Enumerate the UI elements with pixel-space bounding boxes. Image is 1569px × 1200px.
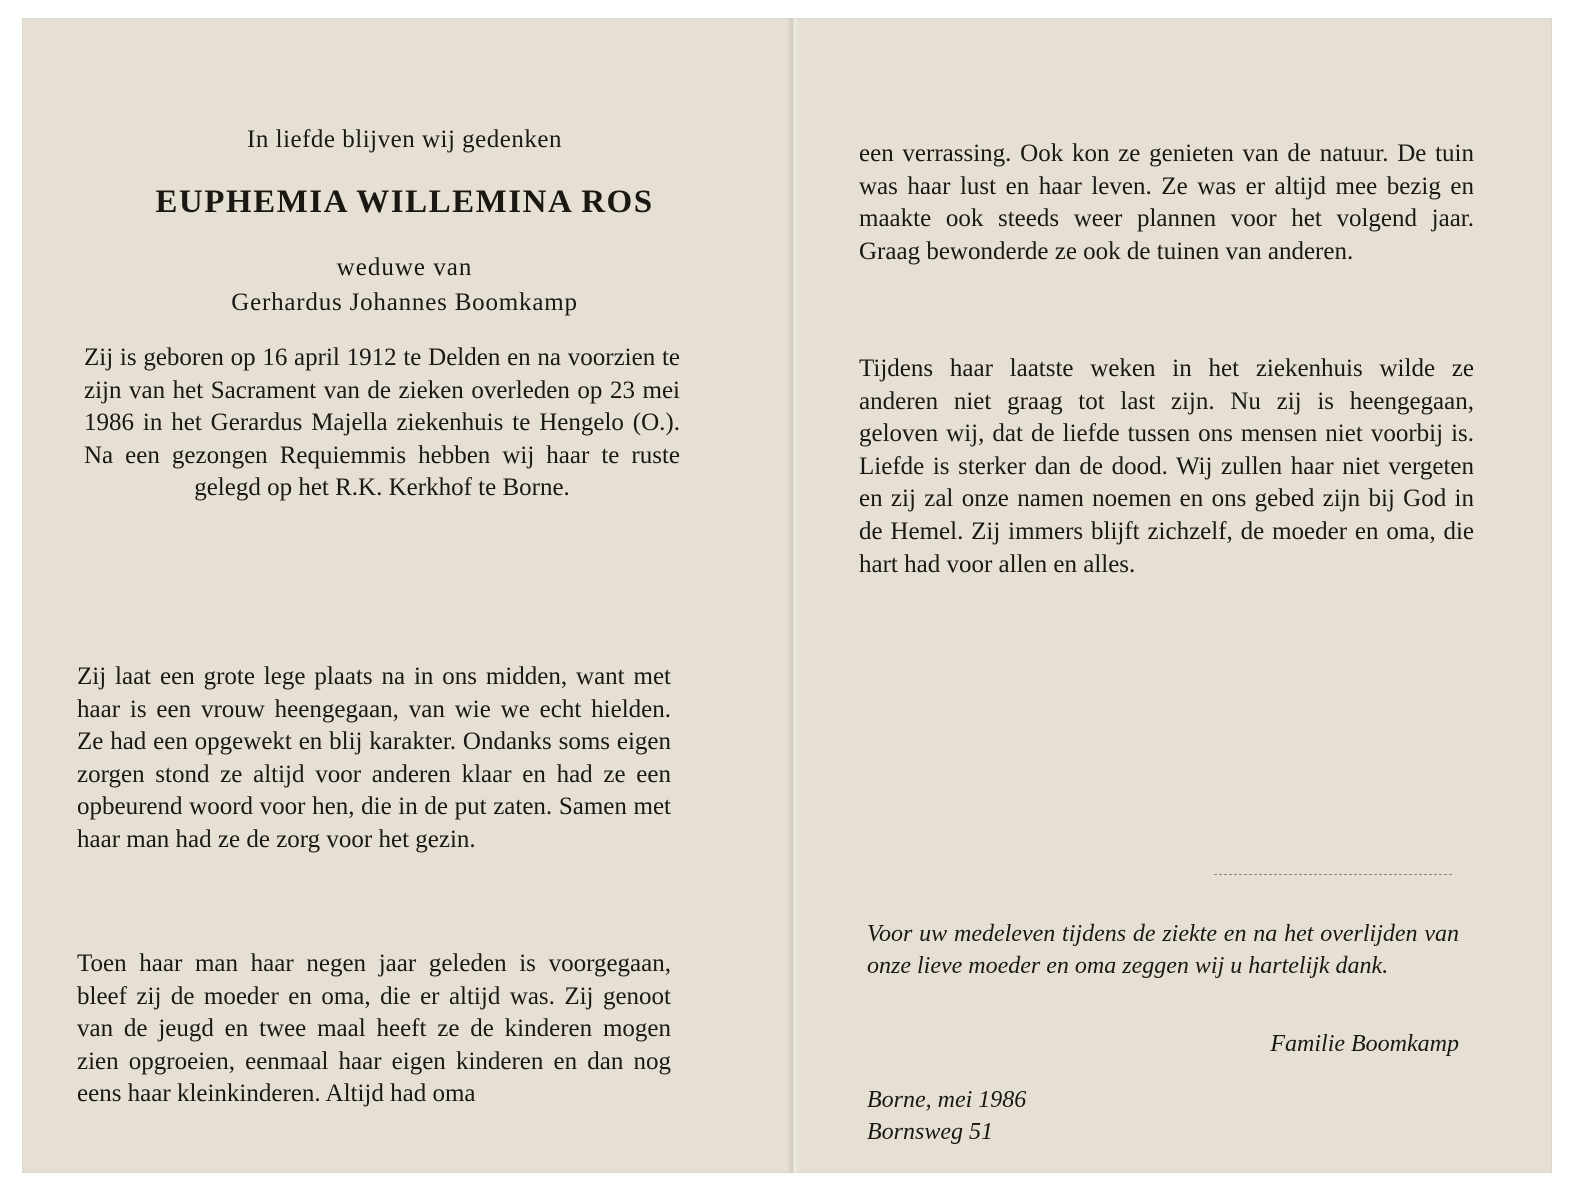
widow-of-line: weduwe van — [336, 254, 473, 281]
card-fold-line — [787, 18, 799, 1173]
husband-name: Gerhardus Johannes Boomkamp — [231, 289, 578, 316]
right-page — [799, 18, 1552, 1173]
thanks-divider — [1214, 874, 1452, 875]
address: Bornsweg 51 — [867, 1119, 993, 1145]
memorial-card — [22, 18, 1552, 1173]
hospital-paragraph: Tijdens haar laatste weken in het ziekenhuis wilde ze anderen niet graag tot last zijn. Nu zij is heengegaan, geloven wij, dat de liefde tussen ons mensen niet voorbij is. Liefde is sterker dan de dood. Wij zullen haar niet vergeten en zij zal onze namen noemen en ons gebed zijn bij God in de Hemel. Zij immers blijft zichzelf, de moeder en oma, die hart had voor allen en alles. — [859, 355, 1474, 578]
thanks-text: Voor uw medeleven tijdens de ziekte en na het overlijden van onze lieve moeder en oma zeggen wij u hartelijk dank. — [867, 921, 1459, 979]
place-date: Borne, mei 1986 — [867, 1087, 1027, 1113]
deceased-name: EUPHEMIA WILLEMINA ROS — [155, 184, 654, 220]
place-block — [867, 1084, 1026, 1148]
family-signature: Familie Boomkamp — [1270, 1031, 1459, 1057]
character-paragraph: Zij laat een grote lege plaats na in ons midden, want met haar is een vrouw heengegaan, van wie we echt hielden. Ze had een opgewekt en blij karakter. Ondanks soms eigen zorgen stond ze altijd voor anderen klaar en had ze een opbeurend woord voor hen, die in de put zaten. Samen met haar man had ze de zorg voor het gezin. — [77, 663, 671, 853]
birth-death-paragraph: Zij is geboren op 16 april 1912 te Delden en na voorzien te zijn van het Sacrament van de zieken overleden op 23 mei 1986 in het Gerardus Majella ziekenhuis te Hengelo (O.). Na een gezongen Requiemmis hebben wij haar te ruste gelegd op het R.K. Kerkhof te Borne. — [84, 344, 680, 502]
remembrance-line: In liefde blijven wij gedenken — [247, 126, 562, 153]
left-page — [22, 18, 787, 1173]
family-paragraph: Toen haar man haar negen jaar geleden is voorgegaan, bleef zij de moeder en oma, die er altijd was. Zij genoot van de jeugd en twee maal heeft ze de kinderen mogen zien opgroeien, eenmaal haar eigen kinderen en dan nog eens haar kleinkinderen. Altijd had oma — [77, 950, 671, 1108]
nature-paragraph: een verrassing. Ook kon ze genieten van de natuur. De tuin was haar lust en haar leven. Ze was er altijd mee bezig en maakte ook steeds weer plannen voor het volgend jaar. Graag bewonderde ze ook de tuinen van anderen. — [859, 140, 1474, 265]
